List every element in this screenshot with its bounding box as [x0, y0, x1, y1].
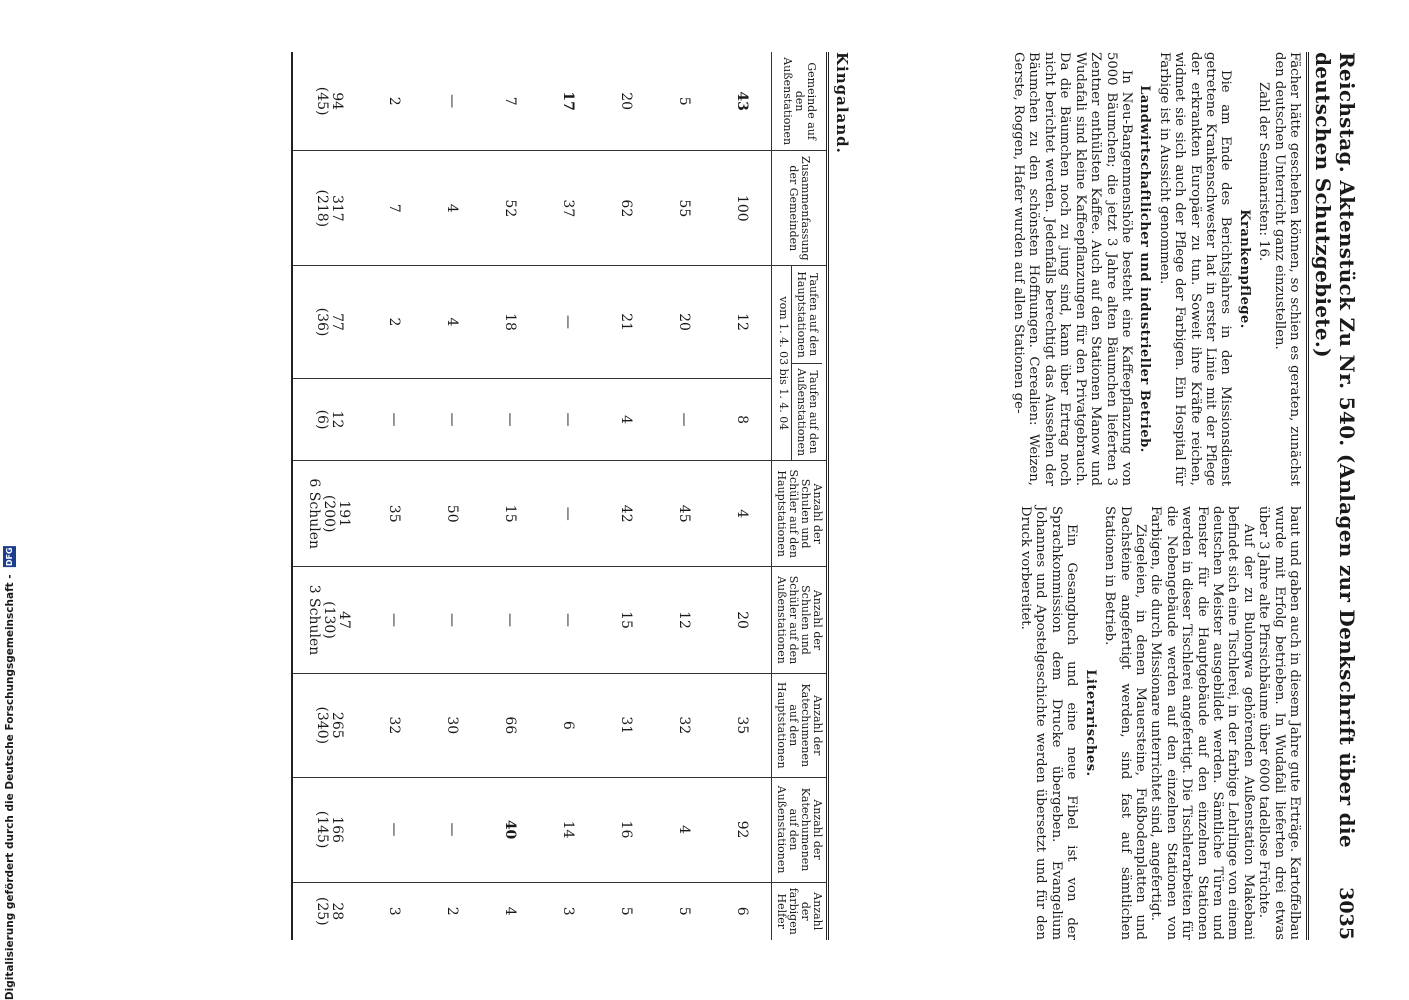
footer-credit: Digitalisierung gefördert durch die Deutsche Forschungsgemeinschaft -: [3, 574, 16, 1000]
table-cell: 20: [597, 52, 655, 151]
paragraph: Ziegeleien, in denen Mauersteine, Fußbodenplatten und Dachsteine angefertigt werden, sind fast auf sämtlichen Stationen in Betrieb.: [1102, 506, 1148, 940]
table-cell: 21: [597, 266, 655, 378]
total-value: 77: [329, 313, 345, 331]
table-cell: —: [539, 567, 597, 674]
column-header-group: [772, 266, 828, 461]
table-row: [597, 52, 655, 940]
table-cell: 4: [713, 461, 772, 567]
table-cell: [292, 266, 365, 378]
paragraph: Fächer hätte geschehen können, so schien es geraten, zunächst den deutschen Unterricht ganz einzustellen.: [1271, 52, 1302, 486]
prior-year-value: (145): [314, 810, 330, 849]
table-cell: [292, 882, 365, 940]
prior-year-value: (200): [321, 494, 338, 533]
table-cell: 4: [423, 151, 481, 266]
page-number: 3035: [1335, 887, 1357, 940]
header-title: Reichstag. Aktenstück Zu Nr. 540. (Anlagen zur Denkschrift über die deutschen Schutzgebiete.): [1311, 52, 1359, 848]
table-cell: [292, 378, 365, 461]
prior-year-value: (340): [314, 706, 330, 745]
table-cell: —: [423, 52, 481, 151]
table-row: [655, 52, 713, 940]
total-value: 317: [329, 194, 345, 222]
total-value: 94: [329, 92, 345, 111]
schools-count: 6 Schulen: [306, 478, 323, 549]
table-cell: 92: [713, 777, 772, 882]
table-cell: 14: [539, 777, 597, 882]
table-cell: 17: [539, 52, 597, 151]
table-cell: 3: [386, 906, 403, 916]
region-label: Kingaland.: [833, 52, 851, 154]
table-row: [423, 52, 481, 940]
table-cell: 4: [502, 906, 519, 916]
table-cell: [292, 777, 365, 882]
table-cell: [292, 151, 365, 266]
column-header: Gemeinde auf den Außenstationen: [772, 52, 828, 151]
page-header: [1306, 52, 1359, 940]
table-cell: 30: [423, 673, 481, 777]
column-header: Taufen auf den Außenstationen: [795, 368, 821, 457]
table-cell: 6: [734, 906, 751, 916]
prior-year-value: (45): [314, 86, 330, 116]
section-heading: Literarisches.: [1082, 669, 1098, 777]
table-cell: —: [365, 378, 423, 461]
paragraph: baut und gaben auch in diesem Jahre gute Erträge. Kartoffelbau wurde mit Erfolg betrieben. In Wudafali lieferten drei etwas über 3 Jahre alte Pfirsichbäume über 6000 tadellose Früchte.: [1256, 506, 1302, 940]
table-cell: —: [539, 266, 597, 378]
table-header-row: [772, 52, 828, 940]
table-cell: 31: [597, 673, 655, 777]
table-cell: 8: [713, 378, 772, 461]
footer-text: [3, 538, 16, 1000]
section-heading: Krankenpflege.: [1236, 209, 1252, 329]
paragraph: Zahl der Seminaristen: 16.: [1256, 82, 1272, 262]
right-column: [857, 506, 1302, 940]
text-columns: [857, 52, 1302, 940]
table-cell: 4: [655, 777, 713, 882]
table-cell: 12: [713, 266, 772, 378]
table-cell: 35: [713, 673, 772, 777]
table-cell: 7: [481, 52, 539, 151]
total-value: 47: [336, 611, 353, 629]
table-cell: —: [481, 567, 539, 674]
table-cell: 100: [713, 151, 772, 266]
statistics-table: [291, 52, 829, 940]
period-label: vom 1. 4. 03 bis 1. 4. 04: [776, 266, 793, 460]
table-cell: 52: [481, 151, 539, 266]
table-cell: —: [365, 777, 423, 882]
total-value: 191: [336, 500, 353, 528]
table-cell: 3: [560, 906, 577, 916]
table-cell: 20: [655, 266, 713, 378]
total-value: 166: [329, 816, 345, 843]
table-cell: —: [365, 567, 423, 674]
table-cell: 12: [655, 567, 713, 674]
column-header: Anzahl der Katechumenen auf den Außenstationen: [772, 777, 828, 882]
table-cell: 4: [597, 378, 655, 461]
total-value: 12: [329, 410, 345, 429]
table-cell: 32: [655, 673, 713, 777]
table-cell: 5: [618, 906, 635, 916]
table-cell: 16: [597, 777, 655, 882]
schools-count: 3 Schulen: [306, 584, 323, 656]
table-cell: —: [423, 378, 481, 461]
table-cell: 20: [713, 567, 772, 674]
table-cell: —: [423, 777, 481, 882]
digitization-footer: [0, 0, 18, 1000]
table-cell: 15: [597, 567, 655, 674]
dfg-logo: DFG: [4, 546, 14, 566]
table-total-row: [292, 52, 365, 940]
table-cell: 2: [365, 52, 423, 151]
rotated-document-page: [19, 0, 1409, 1000]
table-cell: —: [423, 567, 481, 674]
table-cell: 4: [423, 266, 481, 378]
table-cell: 66: [481, 673, 539, 777]
table-cell: —: [539, 461, 597, 567]
table-cell: 5: [676, 906, 693, 916]
column-header: Zusammenfassung der Gemeinden: [772, 151, 828, 266]
table-cell: [292, 567, 365, 674]
table-cell: 2: [444, 906, 461, 916]
paragraph: Ein Gesangbuch und eine neue Fibel ist von der Sprachkommission dem Drucke übergeben. Evangelium Johannes und Apostelgeschichte werden übersetzt und für den Druck vorbereitet.: [1018, 506, 1080, 940]
prior-year-value: (218): [314, 189, 330, 228]
table-row: [365, 52, 423, 940]
table-cell: 42: [597, 461, 655, 567]
table-cell: 50: [423, 461, 481, 567]
table-cell: 40: [481, 777, 539, 882]
table-cell: [292, 461, 365, 567]
table-cell: 18: [481, 266, 539, 378]
table-row: [713, 52, 772, 940]
column-header: Anzahl der Schulen und Schüler auf den Hauptstationen: [772, 461, 828, 567]
table-cell: 2: [365, 266, 423, 378]
column-header: Anzahl der Katechumenen auf den Hauptstationen: [772, 673, 828, 777]
total-value: 265: [329, 711, 345, 739]
table-cell: 32: [365, 673, 423, 777]
table-cell: —: [539, 378, 597, 461]
table-cell: 15: [481, 461, 539, 567]
table-cell: —: [481, 378, 539, 461]
table-cell: 35: [365, 461, 423, 567]
prior-year-value: (36): [314, 307, 330, 337]
table-cell: 37: [539, 151, 597, 266]
total-value: 28: [329, 902, 345, 921]
table-cell: 5: [655, 52, 713, 151]
section-heading: Landwirtschaftlicher und industrieller Betrieb.: [1137, 85, 1153, 453]
paragraph: Auf der zu Bulongwa gehörenden Außenstation Makebani befindet sich eine Tischlerei, in der farbige Lehrlinge von einem deutschen Meister ausgebildet werden. Sämtliche Türen und Fenster für die Hauptgebäude auf den einzelnen Stationen werden in dieser Tischlerei angefertigt. Die Tischlerarbeiten für die Nebengebäude werden auf den einzelnen Stationen von Farbigen, die durch Missionare unterrichtet sind, angefertigt.: [1148, 506, 1256, 940]
table-cell: 55: [655, 151, 713, 266]
table-row: [539, 52, 597, 940]
column-header: Taufen auf den Hauptstationen: [793, 266, 823, 364]
table-cell: [292, 673, 365, 777]
paragraph: Die am Ende des Berichtsjahres in den Missionsdienst getretene Krankenschwester hat in erster Linie mit der Pflege der erkrankten Europäer zu tun. Soweit ihre Kräfte reichen, widmet sie sich auch der Pflege der Farbigen. Ein Hospital für Farbige ist in Aussicht genommen.: [1156, 52, 1234, 486]
table-cell: 45: [655, 461, 713, 567]
column-header: Anzahl der Schulen und Schüler auf den Außenstationen: [772, 567, 828, 674]
prior-year-value: (6): [314, 409, 330, 430]
prior-year-value: (130): [321, 601, 338, 639]
paragraph: In Neu-Bangenmenshöhe besteht eine Kaffeepflanzung von 5000 Bäumchen; die jetzt 3 Jahre alten Bäumchen lieferten 3 Zentner enthülsten Kaffee. Auch auf den Stationen Manow und Wudafali sind kleine Kaffeepflanzungen für den Privatgebrauch. Da die Bäumchen noch zu jung sind, kann über Ertrag noch nicht berichtet werden. Jedenfalls berechtigt das Aussehen der Bäumchen zu den schönsten Hoffnungen. Cerealien: Weizen, Gerste, Roggen, Hafer wurden auf allen Stationen ge-: [1011, 52, 1134, 486]
table-row: [481, 52, 539, 940]
table-cell: [292, 52, 365, 151]
table-cell: 43: [713, 52, 772, 151]
table-cell: 6: [539, 673, 597, 777]
left-column: [857, 52, 1302, 486]
prior-year-value: (25): [314, 896, 330, 926]
table-cell: —: [655, 378, 713, 461]
column-header: Anzahl der farbigen Helfer: [772, 882, 828, 940]
table-cell: 62: [597, 151, 655, 266]
table-cell: 7: [365, 151, 423, 266]
